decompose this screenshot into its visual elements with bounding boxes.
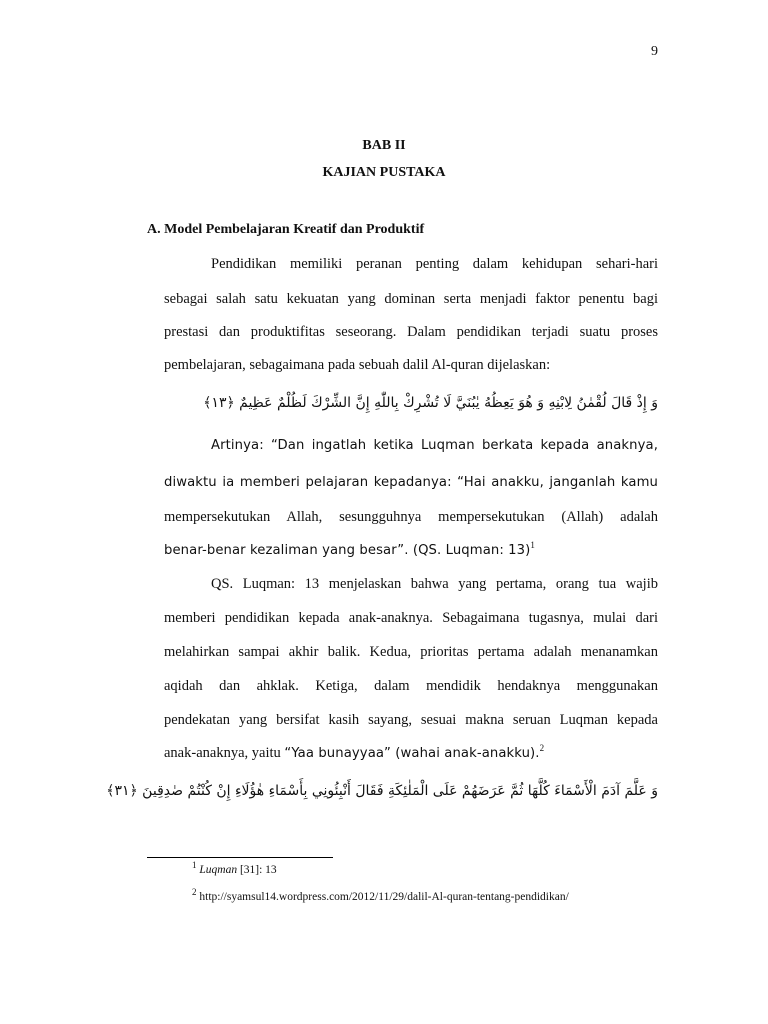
paragraph-line: pendekatan yang bersifat kasih sayang, sesuai makna seruan Luqman kepada <box>164 712 658 728</box>
paragraph-line: melahirkan sampai akhir balik. Kedua, prioritas pertama adalah menanamkan <box>164 644 658 660</box>
translation-line: diwaktu ia memberi pelajaran kepadanya: “Hai anakku, janganlah kamu <box>164 475 658 490</box>
translation-line-last <box>164 540 658 561</box>
paragraph-text: anak-anaknya, yaitu <box>164 745 285 761</box>
footnote-number: 2 <box>192 887 197 898</box>
footnote-divider <box>147 857 333 858</box>
arabic-verse: وَ عَلَّمَ آدَمَ الْأَسْمَاءَ كُلَّهَا ثُمَّ عَرَضَهُمْ عَلَى الْمَلٰئِكَةِ فَقَالَ أَنْبِئُونِي بِأَسْمَاءِ هٰؤُلَاءِ إِنْ كُنْتُمْ صٰدِقِينَ ﴿٣١﴾ <box>106 783 658 799</box>
footnote-source: Luqman <box>199 864 238 876</box>
translation-text: benar-benar kezaliman yang besar”. <box>164 543 409 558</box>
footnote-link[interactable]: http://syamsul14.wordpress.com/2012/11/29/dalil-Al-quran-tentang-pendidikan/ <box>199 891 569 903</box>
paragraph-line: QS. Luqman: 13 menjelaskan bahwa yang pertama, orang tua wajib <box>211 576 658 592</box>
footnote-1 <box>192 860 277 876</box>
paragraph-line: Pendidikan memiliki peranan penting dalam kehidupan sehari-hari <box>211 256 658 272</box>
paragraph-line: memberi pendidikan kepada anak-anaknya. Sebagaimana tugasnya, mulai dari <box>164 610 658 626</box>
footnote-ref: 2 <box>539 743 545 754</box>
translation-line: Artinya: “Dan ingatlah ketika Luqman berkata kepada anaknya, <box>211 438 658 453</box>
citation: (QS. Luqman: 13) <box>408 543 531 558</box>
footnote-ref: 1 <box>530 540 535 551</box>
paragraph-line-last <box>164 743 658 764</box>
page-number: 9 <box>651 44 658 59</box>
footnote-text: [31]: 13 <box>237 864 277 876</box>
chapter-label: BAB II <box>362 138 406 153</box>
section-heading: A. Model Pembelajaran Kreatif dan Produktif <box>147 222 425 237</box>
quoted-phrase: “Yaa bunayyaa” (wahai anak-anakku). <box>284 746 540 761</box>
chapter-title: KAJIAN PUSTAKA <box>322 165 446 180</box>
paragraph-line: prestasi dan produktifitas seseorang. Dalam pendidikan terjadi suatu proses <box>164 324 658 340</box>
translation-line: mempersekutukan Allah, sesungguhnya mempersekutukan (Allah) adalah <box>164 509 658 525</box>
paragraph-line: aqidah dan ahklak. Ketiga, dalam mendidik hendaknya menggunakan <box>164 678 658 694</box>
footnote-2 <box>192 887 569 903</box>
paragraph-line: pembelajaran, sebagaimana pada sebuah dalil Al-quran dijelaskan: <box>164 357 551 373</box>
arabic-verse: وَ إِذْ قَالَ لُقْمٰنُ لِابْنِهِ وَ هُوَ يَعِظُهُ يٰبُنَيَّ لَا تُشْرِكْ بِاللّٰهِ إِنَّ الشِّرْكَ لَظُلْمٌ عَظِيمٌ ﴿١٣﴾ <box>203 395 658 411</box>
paragraph-line: sebagai salah satu kekuatan yang dominan serta menjadi faktor penentu bagi <box>164 291 658 307</box>
footnote-number: 1 <box>192 860 197 871</box>
